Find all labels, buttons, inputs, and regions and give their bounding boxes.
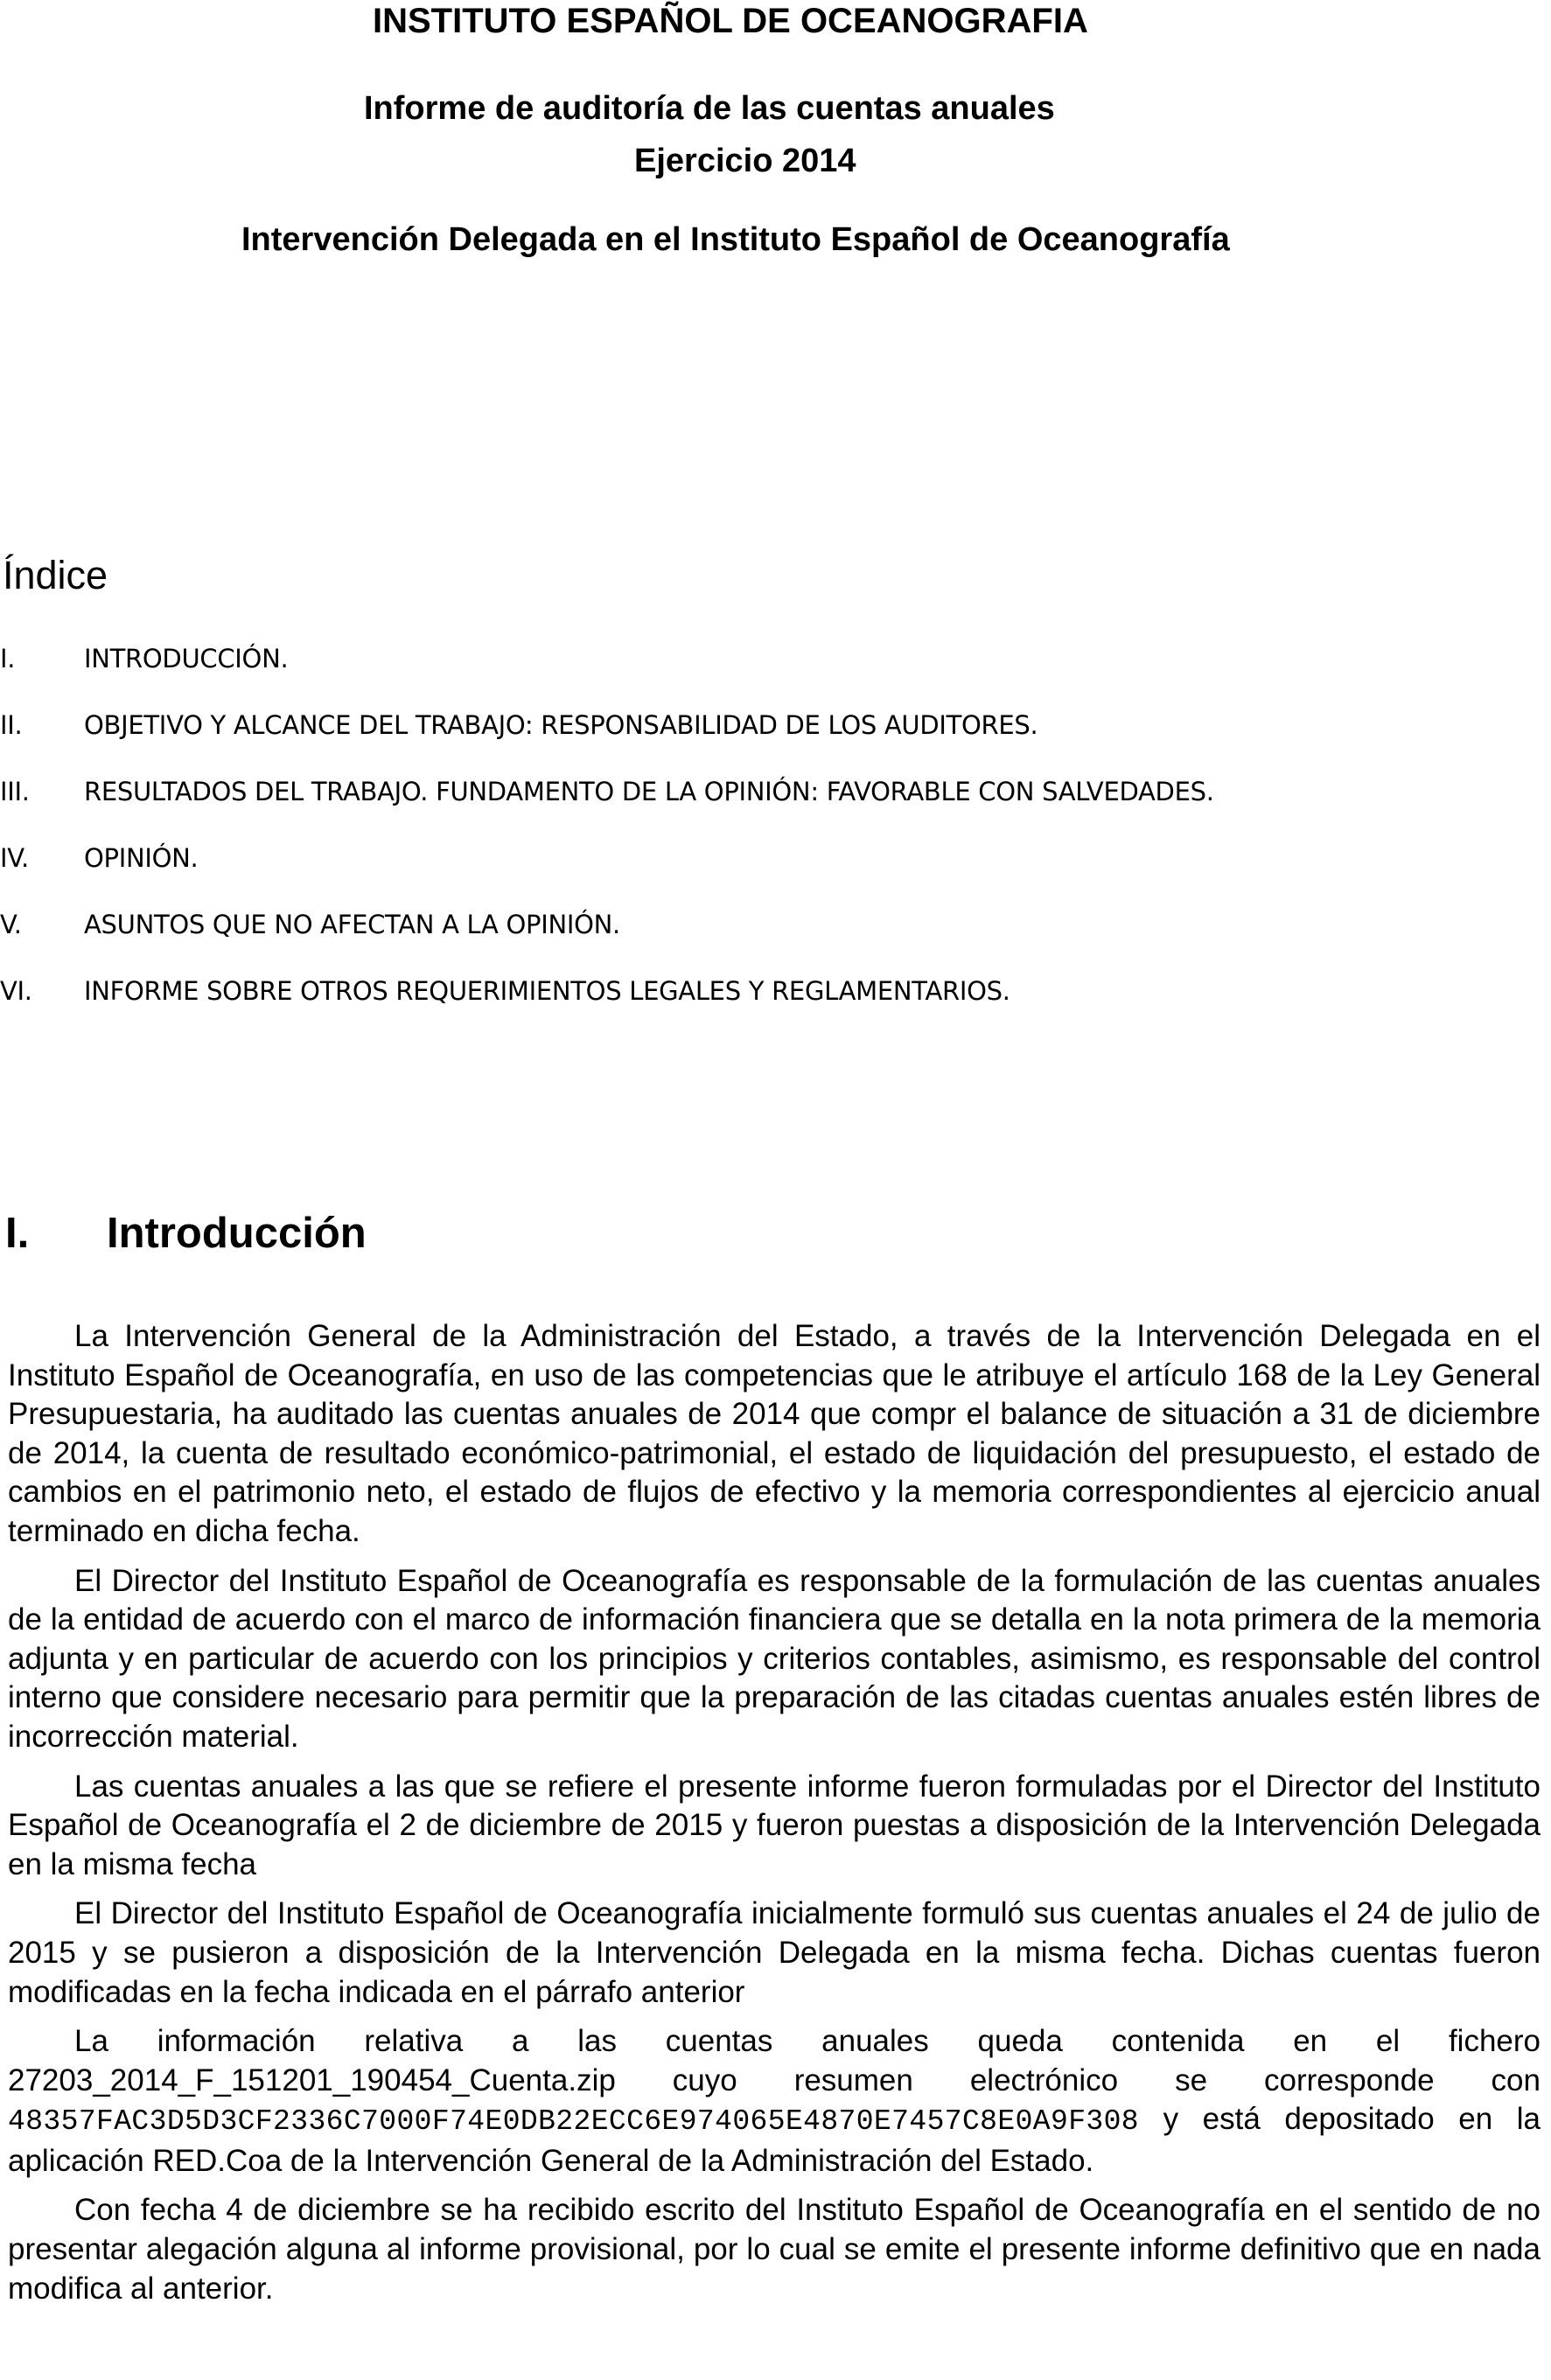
institution-title: INSTITUTO ESPAÑOL DE OCEANOGRAFIA xyxy=(373,2,1088,40)
issuer-title: Intervención Delegada en el Instituto Español de Oceanografía xyxy=(241,221,1230,258)
paragraph: El Director del Instituto Español de Oceanografía es responsable de la formulación de las cuentas anuales de la entidad de acuerdo con el marco de información financiera que se detalla en la nota primera de la memoria adjunta y en particular de acuerdo con los principios y criterios contables, asimismo, es responsable del control interno que considere necesario para permitir que la preparación de las citadas cuentas anuales estén libres de incorrección material. xyxy=(8,1563,1541,1754)
toc-item-number: III. xyxy=(0,777,30,806)
toc-item-number: VI. xyxy=(0,976,32,1006)
toc-item-label: OBJETIVO Y ALCANCE DEL TRABAJO: RESPONSABILIDAD DE LOS AUDITORES. xyxy=(84,710,1038,740)
toc-item-number: I. xyxy=(0,644,16,674)
report-title: Informe de auditoría de las cuentas anuales xyxy=(364,90,1055,127)
section-body xyxy=(8,1317,1541,2319)
paragraph-text: La información relativa a las cuentas anuales queda contenida en el fichero 27203_2014_F_151201_190454_Cuenta.zip cuyo resumen electrónico se corresponde con xyxy=(8,2024,1541,2097)
paragraph: La Intervención General de la Administración del Estado, a través de la Intervención Delegada en el Instituto Español de Oceanografía, en uso de las competencias que le atribuye el artículo 168 de la Ley General Presupuestaria, ha auditado las cuentas anuales de 2014 que compr el balance de situación a 31 de diciembre de 2014, la cuenta de resultado económico-patrimonial, el estado de liquidación del presupuesto, el estado de cambios en el patrimonio neto, el estado de flujos de efectivo y la memoria correspondientes al ejercicio anual terminado en dicha fecha. xyxy=(8,1319,1541,1548)
paragraph-text: y está depositado en la aplicación RED.Coa de la Intervención General de la Administración del Estado. xyxy=(8,2102,1541,2178)
toc-item-introduccion xyxy=(0,639,1551,705)
paragraph: Con fecha 4 de diciembre se ha recibido escrito del Instituto Español de Oceanografía en el sentido de no presentar alegación alguna al informe provisional, por lo cual se emite el presente informe definitivo que en nada modifica al anterior. xyxy=(8,2193,1541,2306)
toc-item-informe xyxy=(0,971,1551,1037)
toc-item-number: V. xyxy=(0,910,22,939)
toc-item-label: ASUNTOS QUE NO AFECTAN A LA OPINIÓN. xyxy=(84,910,620,939)
paragraph-file-info xyxy=(8,2022,1541,2181)
toc-item-resultados xyxy=(0,771,1551,838)
toc-item-asuntos xyxy=(0,904,1551,971)
section-number: I. xyxy=(5,1210,30,1257)
toc-item-number: IV. xyxy=(0,843,29,873)
toc-item-label: INTRODUCCIÓN. xyxy=(84,644,289,674)
fiscal-year: Ejercicio 2014 xyxy=(634,143,856,179)
table-of-contents xyxy=(0,639,1551,1037)
toc-item-number: II. xyxy=(0,710,23,740)
paragraph: Las cuentas anuales a las que se refiere el presente informe fueron formuladas por el Director del Instituto Español de Oceanografía el 2 de diciembre de 2015 y fueron puestas a disposición de la Intervención Delegada en la misma fecha xyxy=(8,1769,1541,1881)
toc-item-label: RESULTADOS DEL TRABAJO. FUNDAMENTO DE LA OPINIÓN: FAVORABLE CON SALVEDADES. xyxy=(84,777,1214,806)
toc-item-label: OPINIÓN. xyxy=(84,843,199,873)
toc-item-label: INFORME SOBRE OTROS REQUERIMIENTOS LEGALES Y REGLAMENTARIOS. xyxy=(84,976,1010,1006)
electronic-hash: 48357FAC3D5D3CF2336C7000F74E0DB22ECC6E974065E4870E7457C8E0A9F308 xyxy=(8,2105,1140,2139)
toc-item-objetivo xyxy=(0,705,1551,771)
toc-item-opinion xyxy=(0,838,1551,904)
paragraph: El Director del Instituto Español de Oceanografía inicialmente formuló sus cuentas anuales el 24 de julio de 2015 y se pusieron a disposición de la Intervención Delegada en la misma fecha. Dichas cuentas fueron modificadas en la fecha indicada en el párrafo anterior xyxy=(8,1896,1541,2009)
section-title: Introducción xyxy=(107,1210,367,1257)
index-title: Índice xyxy=(3,553,108,597)
